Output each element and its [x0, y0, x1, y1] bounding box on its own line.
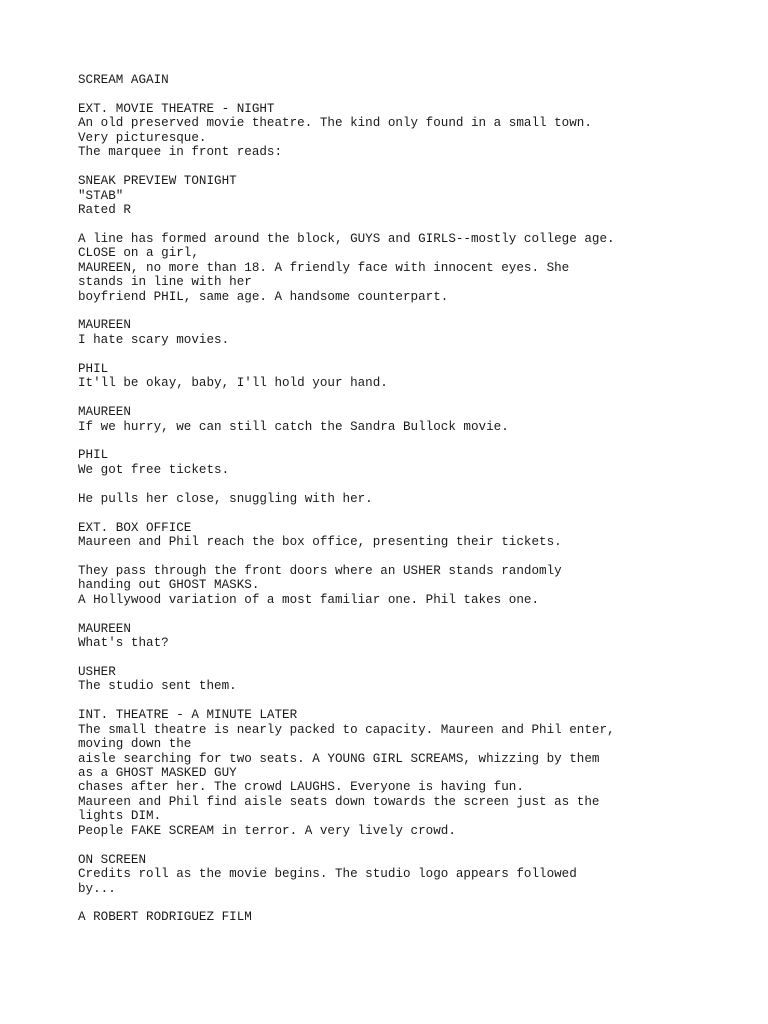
- script-line: They pass through the front doors where an USHER stands randomly: [78, 563, 562, 578]
- script-line: A line has formed around the block, GUYS and GIRLS--mostly college age.: [78, 231, 615, 246]
- script-line: aisle searching for two seats. A YOUNG GIRL SCREAMS, whizzing by them: [78, 751, 600, 766]
- blank-line: [78, 87, 738, 101]
- screenplay-page: [78, 73, 738, 925]
- script-line: The studio sent them.: [78, 679, 237, 694]
- script-line: A Hollywood variation of a most familiar one. Phil takes one.: [78, 592, 540, 607]
- script-line: MAUREEN: [78, 318, 131, 333]
- script-paragraph: [78, 405, 738, 434]
- blank-line: [78, 651, 738, 665]
- blank-line: [78, 160, 738, 174]
- script-line: by...: [78, 881, 116, 896]
- blank-line: [78, 838, 738, 852]
- script-line: ON SCREEN: [78, 852, 147, 867]
- script-paragraph: [78, 708, 738, 838]
- script-line: lights DIM.: [78, 809, 162, 824]
- script-line: stands in line with her: [78, 275, 252, 290]
- script-paragraph: [78, 853, 738, 896]
- script-line: USHER: [78, 664, 116, 679]
- script-line: What's that?: [78, 636, 169, 651]
- blank-line: [78, 506, 738, 520]
- script-line: PHIL: [78, 361, 109, 376]
- script-line: He pulls her close, snuggling with her.: [78, 491, 373, 506]
- script-line: EXT. BOX OFFICE: [78, 520, 192, 535]
- blank-line: [78, 477, 738, 491]
- script-line: CLOSE on a girl,: [78, 246, 199, 261]
- script-paragraph: [78, 174, 738, 217]
- script-line: EXT. MOVIE THEATRE - NIGHT: [78, 101, 275, 116]
- script-line: Rated R: [78, 202, 131, 217]
- script-line: A ROBERT RODRIGUEZ FILM: [78, 910, 252, 925]
- script-line: "STAB": [78, 188, 124, 203]
- blank-line: [78, 391, 738, 405]
- blank-line: [78, 347, 738, 361]
- blank-line: [78, 304, 738, 318]
- script-paragraph: [78, 910, 738, 924]
- script-line: An old preserved movie theatre. The kind only found in a small town.: [78, 116, 592, 131]
- script-line: Maureen and Phil reach the box office, presenting their tickets.: [78, 535, 562, 549]
- script-line: Maureen and Phil find aisle seats down towards the screen just as the: [78, 794, 600, 809]
- blank-line: [78, 217, 738, 231]
- script-line: moving down the: [78, 737, 192, 752]
- script-line: chases after her. The crowd LAUGHS. Everyone is having fun.: [78, 780, 524, 795]
- script-line: SNEAK PREVIEW TONIGHT: [78, 174, 237, 189]
- script-line: It'll be okay, baby, I'll hold your hand.: [78, 376, 388, 391]
- script-line: People FAKE SCREAM in terror. A very lively crowd.: [78, 823, 456, 838]
- script-paragraph: [78, 521, 738, 550]
- blank-line: [78, 694, 738, 708]
- script-line: Very picturesque.: [78, 130, 207, 145]
- script-line: INT. THEATRE - A MINUTE LATER: [78, 708, 298, 723]
- blank-line: [78, 434, 738, 448]
- script-line: PHIL: [78, 448, 109, 463]
- script-line: Credits roll as the movie begins. The studio logo appears followed: [78, 867, 577, 882]
- script-paragraph: [78, 318, 738, 347]
- script-line: as a GHOST MASKED GUY: [78, 766, 237, 780]
- script-line: MAUREEN: [78, 405, 131, 420]
- script-line: boyfriend PHIL, same age. A handsome counterpart.: [78, 289, 449, 304]
- script-paragraph: [78, 362, 738, 391]
- script-paragraph: [78, 492, 738, 506]
- script-line: The small theatre is nearly packed to capacity. Maureen and Phil enter,: [78, 722, 615, 737]
- script-line: We got free tickets.: [78, 462, 230, 477]
- blank-line: [78, 607, 738, 621]
- script-line: MAUREEN, no more than 18. A friendly face with innocent eyes. She: [78, 260, 570, 275]
- script-paragraph: [78, 564, 738, 607]
- script-paragraph: [78, 102, 738, 160]
- script-title-block: [78, 73, 738, 87]
- blank-line: [78, 549, 738, 563]
- script-paragraph: [78, 665, 738, 694]
- script-paragraph: [78, 622, 738, 651]
- script-line: The marquee in front reads:: [78, 145, 283, 160]
- script-line: MAUREEN: [78, 621, 131, 636]
- blank-line: [78, 896, 738, 910]
- script-paragraph: [78, 232, 738, 304]
- script-line: I hate scary movies.: [78, 332, 230, 347]
- script-paragraph: [78, 448, 738, 477]
- script-line: If we hurry, we can still catch the Sandra Bullock movie.: [78, 419, 509, 434]
- script-line: handing out GHOST MASKS.: [78, 578, 260, 593]
- script-title: SCREAM AGAIN: [78, 73, 169, 87]
